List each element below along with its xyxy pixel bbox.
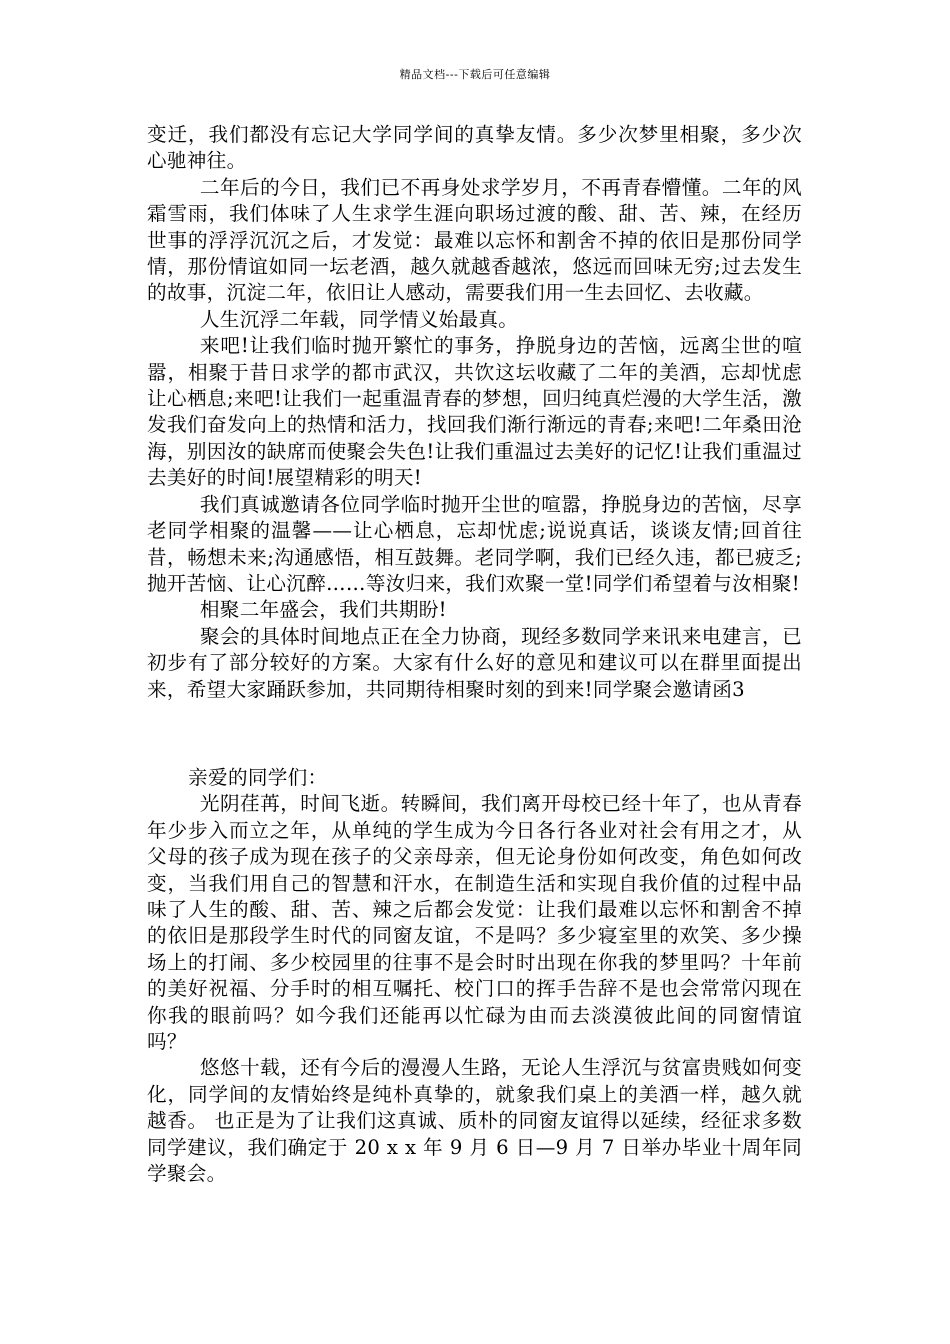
paragraph-8: 光阴荏苒，时间飞逝。转瞬间，我们离开母校已经十年了，也从青春年少步入而立之年，从单纯的学生成为今日各行各业对社会有用之才，从父母的孩子成为现在孩子的父亲母亲，但无论身份如何改变，角色如何改变，当我们用自己的智慧和汗水，在制造生活和实现自我价值的过程中品味了人生的酸、甜、苦、辣之后都会发觉：让我们最难以忘怀和割舍不掉的依旧是那段学生时代的同窗友谊，不是吗？多少寝室里的欢笑、多少操场上的打闹、多少校园里的往事不是会时时出现在你我的梦里吗？十年前的美好祝福、分手时的相互嘱托、校门口的挥手告辞不是也会常常闪现在你我的眼前吗？如今我们还能再以忙碌为由而去淡漠彼此间的同窗情谊吗？ [147, 792, 802, 1053]
greeting: 亲爱的同学们： [188, 765, 328, 789]
page-header: 精品文档---下载后可任意编辑 [399, 68, 551, 81]
paragraph-2: 二年后的今日，我们已不再身处求学岁月，不再青春懵懂。二年的风霜雪雨，我们体味了人生求学生涯向职场过渡的酸、甜、苦、辣，在经历世事的浮浮沉沉之后，才发觉：最难以忘怀和割舍不掉的依旧是那份同学情，那份情谊如同一坛老酒，越久就越香越浓，悠远而回味无穷;过去发生的故事，沉淀二年，依旧让人感动，需要我们用一生去回忆、去收藏。 [147, 175, 802, 305]
document-body [147, 122, 802, 1187]
paragraph-4: 来吧!让我们临时抛开繁忙的事务，挣脱身边的苦恼，远离尘世的喧嚣，相聚于昔日求学的都市武汉，共饮这坛收藏了二年的美酒，忘却忧虑让心栖息;来吧!让我们一起重温青春的梦想，回归纯真烂漫的大学生活，激发我们奋发向上的热情和活力，找回我们渐行渐远的青春;来吧!二年桑田沧海，别因汝的缺席而使聚会失色!让我们重温过去美好的记忆!让我们重温过去美好的时间!展望精彩的明天! [147, 334, 802, 490]
paragraph-3: 人生沉浮二年载，同学情义始最真。 [199, 307, 519, 331]
paragraph-9: 悠悠十载，还有今后的漫漫人生路，无论人生浮沉与贫富贵贱如何变化，同学间的友情始终是纯朴真挚的，就象我们桌上的美酒一样，越久就越香。 也正是为了让我们这真诚、质朴的同窗友谊得以延续，经征求多数同学建议，我们确定于 20 x x 年 9 月 6 日—9 月 7 日举办毕业十周年同学聚会。 [147, 1056, 802, 1186]
paragraph-7: 聚会的具体时间地点正在全力协商，现经多数同学来讯来电建言，已初步有了部分较好的方案。大家有什么好的意见和建议可以在群里面提出来，希望大家踊跃参加，共同期待相聚时刻的到来!同学聚会邀请函3 [147, 624, 802, 701]
paragraph-6: 相聚二年盛会，我们共期盼! [199, 598, 447, 622]
paragraph-1: 变迁，我们都没有忘记大学同学间的真挚友情。多少次梦里相聚，多少次心驰神往。 [147, 123, 802, 173]
paragraph-5: 我们真诚邀请各位同学临时抛开尘世的喧嚣，挣脱身边的苦恼，尽享老同学相聚的温馨——让心栖息，忘却忧虑;说说真话，谈谈友情;回首往昔，畅想未来;沟通感悟，相互鼓舞。老同学啊，我们已经久违，都已疲乏;抛开苦恼、让心沉醉……等汝归来，我们欢聚一堂!同学们希望着与汝相聚! [147, 492, 802, 595]
